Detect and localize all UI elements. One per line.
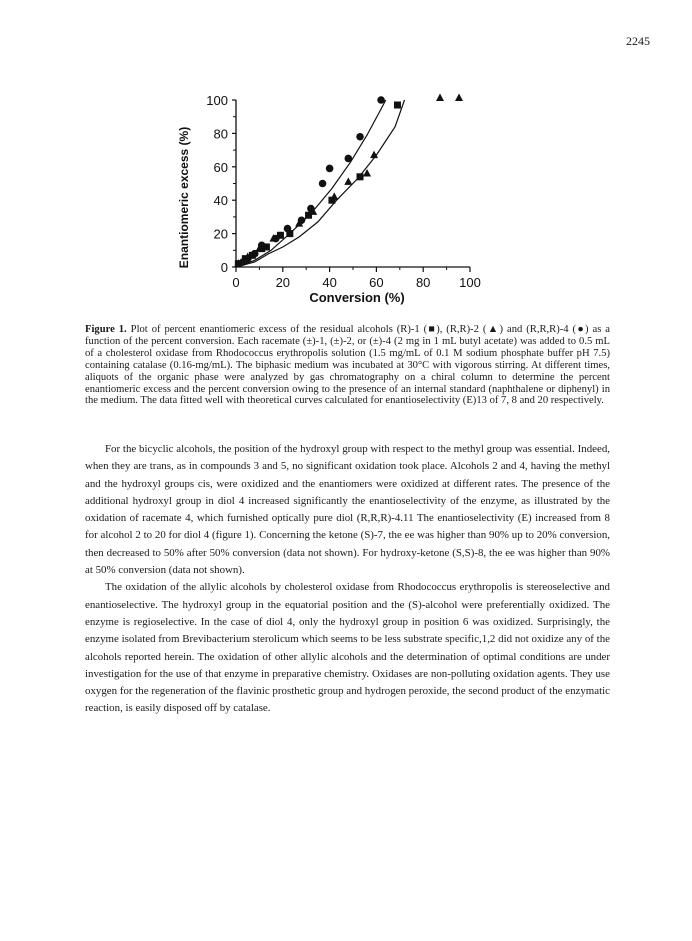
data-point-triangle xyxy=(344,177,352,185)
data-point-circle xyxy=(272,235,280,243)
paragraph: For the bicyclic alcohols, the position of the hydroxyl group with respect to the methyl group was essential. Indeed, when they are trans, as in compounds 3 and 5, no significant oxidation took place. Alcohols 2 and 4, having the methyl and the hydroxyl groups cis, were oxidized and the enantiomers were oxidized at different rates. The presence of the additional hydroxyl group in diol 4 increased significantly the enantioselectivity of the enzyme, as illustrated by the oxidation of racemate 4, which furnished optically pure diol (R,R,R)-4.11 The enantioselectivity (E) increased from 8 for alcohol 2 to 20 for diol 4 (figure 1). Concerning the ketone (S)-7, the ee was higher than 90% up to 20% conversion, then decreased to 50% after 50% conversion (data not shown). For hydroxy-ketone (S,S)-8, the ee was higher than 90% at 50% conversion (data not shown). xyxy=(85,443,610,577)
y-tick-label: 20 xyxy=(213,226,228,242)
caption-label: Figure 1. xyxy=(85,324,127,335)
data-point-square xyxy=(357,173,364,180)
data-point-circle xyxy=(244,255,252,263)
legend-marker-triangle xyxy=(455,94,463,102)
data-point-circle xyxy=(284,225,292,233)
ee-vs-conversion-chart xyxy=(0,0,692,320)
data-point-circle xyxy=(319,180,327,188)
page-number: 2245 xyxy=(626,34,650,48)
data-point-circle xyxy=(326,165,334,173)
caption-text: Plot of percent enantiomeric excess of the residual alcohols (R)-1 (■), (R,R)-2 (▲) and (R,R,R)-4 (●) as a function of the percent conversion. Each racemate (±)-1, (±)-2, or (±)-4 (2 mg in 1 mL butyl acetate) was added to 0.5 mL of a cholesterol oxidase from Rhodococcus erythropolis solution (1.5 mg/mL of 0.1 M sodium phosphate buffer pH 7.5) containing catalase (0.16-mg/mL). The biphasic medium was incubated at 30°C with vigorous stirring. At different times, aliquots of the organic phase were analyzed by gas chromatography on a chiral column to determine the percent enantiomeric excess and the percent conversion owing to the presence of an internal standard (naphthalene or diphenyl) in the medium. The data fitted well with theoretical curves calculated for enantioselectivity (E)13 of 7, 8 and 20 respectively. xyxy=(85,324,611,407)
x-tick-label: 100 xyxy=(459,275,481,290)
x-tick-label: 0 xyxy=(232,275,240,290)
legend-marker-triangle xyxy=(436,94,444,102)
y-axis-title: Enantiomeric excess (%) xyxy=(177,126,191,269)
figure-caption xyxy=(85,324,610,407)
x-axis-title: Conversion (%) xyxy=(309,290,405,305)
y-tick-label: 40 xyxy=(213,193,228,209)
data-point-circle xyxy=(258,241,266,249)
data-point-triangle xyxy=(330,192,338,200)
theoretical-curve xyxy=(236,100,386,267)
x-tick-label: 80 xyxy=(415,275,431,290)
y-tick-label: 60 xyxy=(213,159,228,175)
x-tick-label: 20 xyxy=(275,275,291,290)
data-point-circle xyxy=(298,216,306,224)
data-point-circle xyxy=(251,250,259,258)
body-text xyxy=(85,441,610,718)
y-tick-label: 80 xyxy=(213,126,228,142)
y-tick-label: 100 xyxy=(206,93,228,108)
y-tick-label: 0 xyxy=(220,260,228,275)
data-point-circle xyxy=(377,96,385,104)
x-tick-label: 40 xyxy=(322,275,337,290)
data-point-circle xyxy=(356,133,364,141)
data-point-square xyxy=(394,102,401,109)
data-point-circle xyxy=(345,155,353,163)
x-tick-label: 60 xyxy=(369,275,384,290)
paragraph: The oxidation of the allylic alcohols by cholesterol oxidase from Rhodococcus erythropolis is stereoselective and enantioselective. The hydroxyl group in the equatorial position and the (S)-alcohol were preferentially oxidized. The enzyme is regioselective. In the case of diol 4, only the hydroxyl group in position 6 was oxidized. Surprisingly, the enzyme isolated from Brevibacterium sterolicum which seems to be less substrate specific,1,2 did not oxidize any of the alcohols reported herein. The oxidation of other allylic alcohols and the determination of optimal conditions are under investigation for the use of that enzyme in preparative chemistry. Oxidases are non-polluting oxidation agents. They use oxygen for the regeneration of the flavinic prosthetic group and hydrogen peroxide, the second product of the enzymatic reaction, is easily disposed off by catalase. xyxy=(85,581,610,715)
data-point-circle xyxy=(307,205,315,213)
